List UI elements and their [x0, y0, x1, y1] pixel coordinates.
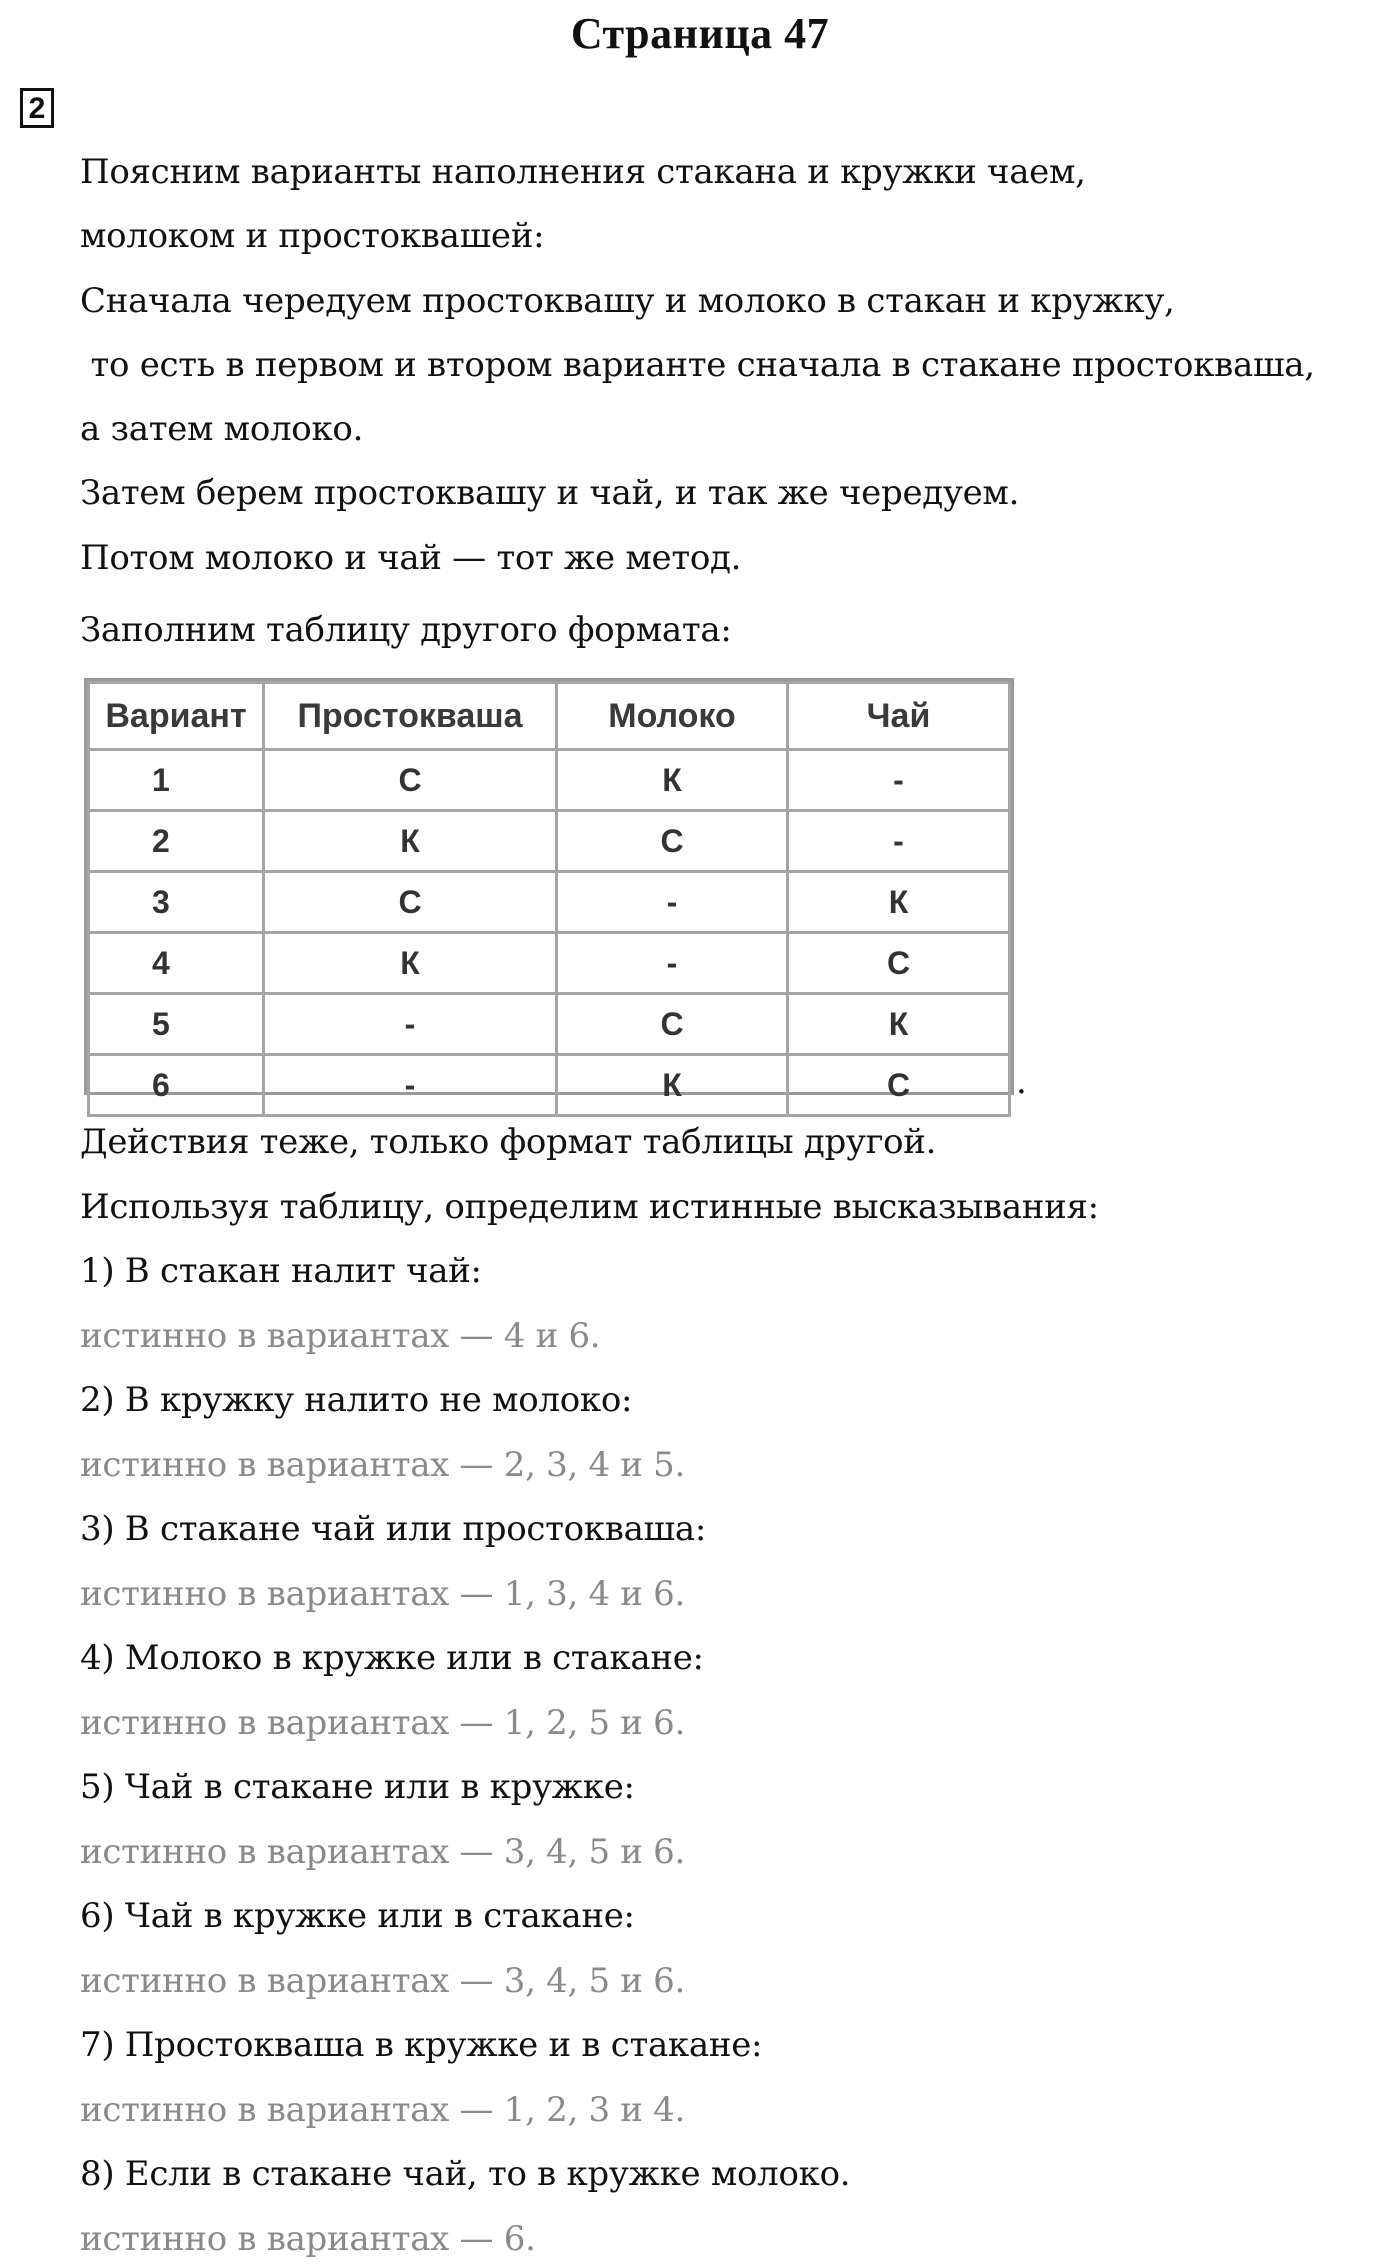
table-row [89, 933, 1010, 994]
table-header-cell: Вариант [89, 683, 264, 750]
table-cell: - [557, 933, 788, 994]
table-cell: С [264, 750, 557, 811]
table-cell: 6 [89, 1055, 264, 1116]
table-cell: 2 [89, 811, 264, 872]
intro-line: Поясним варианты наполнения стакана и кружки чаем, [80, 152, 1086, 192]
table-header-row [89, 683, 1010, 750]
page-title: Страница 47 [570, 9, 830, 58]
intro-line: Сначала чередуем простоквашу и молоко в стакан и кружку, [80, 281, 1175, 321]
table-row [89, 811, 1010, 872]
statement-question: 5) Чай в стакане или в кружке: [80, 1767, 635, 1807]
task-number-box: 2 [20, 88, 54, 128]
statement-question: 6) Чай в кружке или в стакане: [80, 1896, 635, 1936]
table-cell: С [788, 1055, 1010, 1116]
table-row [89, 750, 1010, 811]
table-cell: - [264, 1055, 557, 1116]
intro-line: а затем молоко. [80, 409, 364, 449]
table-cell: К [788, 872, 1010, 933]
table-cell: 3 [89, 872, 264, 933]
statement-answer: истинно в вариантах — 1, 2, 5 и 6. [80, 1703, 686, 1743]
intro-line: молоком и простоквашей: [80, 216, 545, 256]
table-cell: - [788, 811, 1010, 872]
table-row [89, 1055, 1010, 1116]
table-cell: К [557, 750, 788, 811]
table-cell: С [264, 872, 557, 933]
table-cell: 5 [89, 994, 264, 1055]
statement-question: 3) В стакане чай или простокваша: [80, 1509, 706, 1549]
statement-answer: истинно в вариантах — 1, 2, 3 и 4. [80, 2090, 686, 2130]
table-end-mark: . [1016, 1062, 1027, 1102]
intro-line: Затем берем простоквашу и чай, и так же чередуем. [80, 473, 1020, 513]
table-row [89, 872, 1010, 933]
statement-question: 1) В стакан налит чай: [80, 1251, 482, 1291]
statement-answer: истинно в вариантах — 6. [80, 2219, 536, 2259]
table-cell: 4 [89, 933, 264, 994]
table-header-cell: Чай [788, 683, 1010, 750]
statement-answer: истинно в вариантах — 4 и 6. [80, 1316, 601, 1356]
table-header-cell: Простокваша [264, 683, 557, 750]
table-cell: - [557, 872, 788, 933]
statement-question: 7) Простокваша в кружке и в стакане: [80, 2025, 763, 2065]
table-cell: К [264, 811, 557, 872]
intro-line: Заполним таблицу другого формата: [80, 610, 732, 650]
table-cell: К [557, 1055, 788, 1116]
intro-line: то есть в первом и втором варианте сначала в стакане простокваша, [80, 345, 1315, 385]
statement-question: 2) В кружку налито не молоко: [80, 1380, 633, 1420]
variants-table [84, 678, 1014, 1103]
table-cell: 1 [89, 750, 264, 811]
statement-answer: истинно в вариантах — 1, 3, 4 и 6. [80, 1574, 686, 1614]
intro-line: Потом молоко и чай — тот же метод. [80, 538, 742, 578]
statement-question: 8) Если в стакане чай, то в кружке молоко. [80, 2154, 851, 2194]
table-cell: - [264, 994, 557, 1055]
table-cell: С [788, 933, 1010, 994]
statement-question: 4) Молоко в кружке или в стакане: [80, 1638, 704, 1678]
table-row [89, 994, 1010, 1055]
statement-answer: истинно в вариантах — 3, 4, 5 и 6. [80, 1832, 686, 1872]
table-cell: С [557, 994, 788, 1055]
explanation-line: Используя таблицу, определим истинные высказывания: [80, 1187, 1099, 1227]
explanation-line: Действия теже, только формат таблицы другой. [80, 1122, 937, 1162]
table-cell: К [788, 994, 1010, 1055]
statement-answer: истинно в вариантах — 2, 3, 4 и 5. [80, 1445, 686, 1485]
table-header-cell: Молоко [557, 683, 788, 750]
table-cell: С [557, 811, 788, 872]
table-cell: - [788, 750, 1010, 811]
table-cell: К [264, 933, 557, 994]
statement-answer: истинно в вариантах — 3, 4, 5 и 6. [80, 1961, 686, 2001]
